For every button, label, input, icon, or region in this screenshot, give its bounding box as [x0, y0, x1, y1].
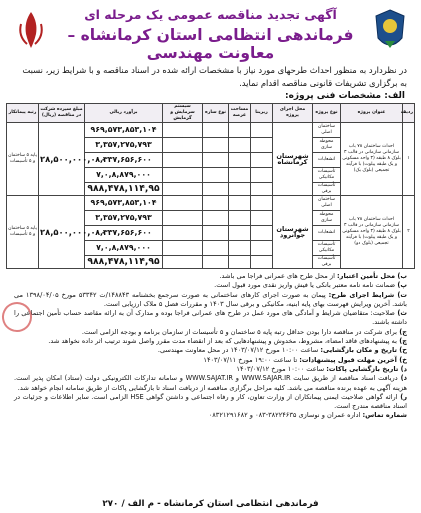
- notice-header: [6, 4, 415, 62]
- note-text: به پیشنهادهای فاقد امضاء، مشروط، مخدوش و پیشنهادهایی که بعد از انقضاء مدت مقرر واصل شوند ترتیب اثر داده نخواهد شد.: [48, 337, 397, 346]
- note-item: [14, 337, 407, 346]
- sub-label: انشعابات: [313, 153, 341, 168]
- sub-label: تأسیسات مکانیکی: [313, 241, 341, 256]
- note-item: [14, 356, 407, 365]
- note-label: ث): [394, 309, 407, 318]
- table-row: [7, 196, 415, 211]
- col-header: سیستم سرمایش و گرمایش: [163, 104, 203, 123]
- project-type: ساختمان اصلی: [313, 196, 341, 211]
- note-text: ساعت ۱۰:۰۰ مورخ ۱۴۰۳/۰۷/۱۲ در محل معاونت مهندسی.: [157, 346, 321, 355]
- note-label: پ): [395, 281, 407, 290]
- note-item: [14, 272, 407, 281]
- note-item: [14, 411, 407, 420]
- note-item: [14, 374, 407, 393]
- estimate-amount: ۸,۳۳۷,۶۵۶,۶۰۰: [85, 226, 163, 241]
- intro-text: در نظردارد به منظور احداث طرحهای مورد نیاز با مشخصات ارائه شده در اسناد مناقصه و با شرایط زیر، نسبت به برگزاری تشریفات قانونی مناقصه اقدام نماید.: [22, 65, 407, 88]
- estimate-amount: ۷,۰,۸,۸۷۹,۰۰۰: [85, 241, 163, 256]
- col-header: ردیف: [403, 104, 415, 123]
- note-label: ر): [397, 392, 407, 401]
- section-a-heading: الف: مشخصات فنی پروژه:: [284, 91, 405, 101]
- sub-label: انشعابات: [313, 226, 341, 241]
- notice-subtitle: آگهی تجدید مناقصه عمومی یک مرحله ای: [84, 7, 337, 22]
- row-number: ۱: [403, 123, 415, 196]
- estimate-total: ۹۸۸,۴۷۸,۱۱۴,۹۵: [85, 183, 163, 196]
- contractor-grade: پایه ۵ ساختمان و ۵ تأسیسات: [7, 196, 39, 269]
- project-city: شهرستان جوانرود: [273, 196, 313, 269]
- sub-label: محوطه سازی: [313, 211, 341, 226]
- deposit-amount: ۲۸,۵۰۰,۰۰۰,۰۰۰: [39, 123, 85, 196]
- col-header: محل اجرای پروژه: [273, 104, 313, 123]
- col-header: زیربنا: [251, 104, 273, 123]
- projects-table: [6, 103, 415, 269]
- project-title: احداث ساختمان ۷۸ باب سازمانی سازمانی در قالب ۳ بلوک ۸ طبقه (۳ واحد مسکونی و یک طبقه پیلوت) با فرآیند تجمیعی (بلوک دو): [341, 196, 403, 269]
- col-header: مساحت عرصه: [229, 104, 251, 123]
- estimate-total: ۹۸۸,۴۷۸,۱۱۴,۹۵: [85, 256, 163, 269]
- note-item: [14, 365, 407, 374]
- note-item: [14, 281, 407, 290]
- note-text: اداره عمران و نوسازی ۳۸۲۲۴۶۳۵-۰۸۳ و ۰۸۳۲۱۲۹۱۶۸۲: [208, 411, 363, 420]
- note-item: [14, 393, 407, 412]
- notes-section: [6, 269, 415, 421]
- note-text: صلاحیت: متقاضیان شرایط و آمادگی های مورد عمل در طرح های عمرانی فراجا بوده و مدارک آن به ارائه مقاصد حساب تأمین اجتماعی را داشته باشند.: [14, 309, 407, 327]
- contractor-grade: پایه ۵ ساختمان و ۵ تأسیسات: [7, 123, 39, 196]
- note-text: ساعت ۱۰:۰۰ مورخ ۱۴۰۳/۰۷/۱۲: [236, 364, 327, 373]
- sub-label: محوطه سازی: [313, 138, 341, 153]
- estimate-amount: ۳,۳۵۷,۲۷۵,۷۹۳: [85, 211, 163, 226]
- estimate-amount: ۹۶۹,۵۷۳,۸۵۳,۱۰۴: [85, 123, 163, 138]
- table-row: [7, 123, 415, 138]
- note-text: ضمانت نامه نامه معتبر بانکی یا فیش واریز نقدی مورد قبول است.: [214, 281, 396, 290]
- sub-label: تأسیسات مکانیکی: [313, 168, 341, 183]
- note-label: ذ): [397, 374, 407, 383]
- sub-label: تأسیسات برقی: [313, 183, 341, 196]
- project-title: احداث ساختمان ۷۸ باب سازمانی سازمانی در قالب ۳ بلوک ۸ طبقه (۳ واحد مسکونی و یک طبقه پیلوت) با فرآیند تجمیعی (بلوک یک): [341, 123, 403, 196]
- note-label: ح) تاریخ و مکان بازگشایی:: [320, 346, 407, 355]
- project-type: ساختمان اصلی: [313, 123, 341, 138]
- col-header: مبلغ سپرده شرکت در مناقصه (ریال): [39, 104, 85, 123]
- note-item: [14, 328, 407, 337]
- note-text: تا ساعت ۱۹:۰۰ مورخ ۱۴۰۳/۰۷/۱۱: [203, 355, 300, 364]
- estimate-amount: ۹۶۹,۵۷۳,۸۵۳,۱۰۴: [85, 196, 163, 211]
- note-label: چ): [396, 337, 407, 346]
- iran-emblem-icon: [12, 8, 50, 54]
- police-emblem-icon: [371, 8, 409, 54]
- note-item: [14, 346, 407, 355]
- note-label: خ) آخرین مهلت قبول پیشنهادات:: [299, 355, 407, 364]
- col-header: رتبه پیمانکار: [7, 104, 39, 123]
- table-header-row: [7, 104, 415, 123]
- note-label: شماره تماس:: [362, 411, 407, 420]
- estimate-amount: ۷,۰,۸,۸۷۹,۰۰۰: [85, 168, 163, 183]
- note-label: د) تاریخ بازگشایی پاکات:: [326, 364, 407, 373]
- col-header: عنوان پروژه: [341, 104, 403, 123]
- row-number: ۲: [403, 196, 415, 269]
- note-text: دریافت اسناد مناقصه از طریق سایت WWW.SAJAR.IR و WWW.SAJAT.IR و سامانه تدارکات الکترونیکی دولت (ستاد) امکان پذیر است. هزینه آگهی به عهده برنده مناقصه می باشد. کلیه مراحل برگزاری مناقصه از دریافت اسناد تا بازگشایی پاکات از طریق سامانه انجام خواهد شد.: [14, 374, 407, 392]
- col-header: برآورد ریالی: [85, 104, 163, 123]
- note-text: ارائه گواهی صلاحیت ایمنی پیمانکاران از وزارت تعاون، کار و رفاه اجتماعی و داشتن گواهی HSE الزامی است. سایر اطلاعات و جزئیات در اسناد مناقصه مندرج است.: [14, 392, 407, 411]
- footer-signature: فرماندهی انتظامی استان کرمانشاه - م الف / ۲۷۰: [102, 499, 319, 509]
- estimate-amount: ۸,۳۳۷,۶۵۶,۶۰۰: [85, 153, 163, 168]
- col-header: نوع سازه: [203, 104, 229, 123]
- sub-label: تأسیسات برقی: [313, 256, 341, 269]
- note-label: ج): [396, 327, 407, 336]
- notice-title: فرماندهی انتظامی استان کرمانشاه –معاونت مهندسی: [67, 26, 354, 62]
- project-city: شهرستان کرمانشاه: [273, 123, 313, 196]
- note-text: برای شرکت در مناقصه دارا بودن حداقل رتبه پایه ۵ ساختمان و ۵ تأسیسات از سازمان برنامه و بودجه الزامی است.: [81, 327, 397, 336]
- note-label: ب) محل تأمین اعتبار:: [337, 272, 407, 280]
- note-item: [14, 291, 407, 310]
- col-header: نوع پروژه: [313, 104, 341, 123]
- note-text: پیمان به صورت اجرای کارهای ساختمانی به صورت سرجمع بخشنامه ۱۴۸۸۴۳/ت ۵۳۳۴۲ مورخ ۱۳۹۸/۰۴/۰۵ می باشد. آخرین ویرایش فهرست بهای پایه ابنیه، مکانیکی و برقی سال ۱۴۰۳ و مقررات فصل ۵ ملاک ارزیابی است.: [14, 290, 407, 308]
- note-label: ت) شرایط اجرای طرح:: [328, 290, 408, 299]
- note-item: [14, 309, 407, 328]
- note-text: از محل طرح های عمرانی فراجا می باشد.: [219, 272, 338, 280]
- estimate-amount: ۳,۳۵۷,۲۷۵,۷۹۳: [85, 138, 163, 153]
- deposit-amount: ۲۸,۵۰۰,۰۰۰,۰۰۰: [39, 196, 85, 269]
